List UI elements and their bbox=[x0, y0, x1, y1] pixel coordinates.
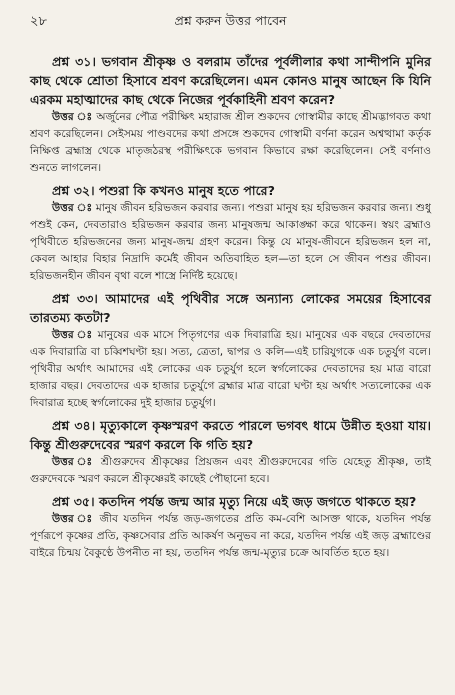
answer-text: শ্রীগুরুদেব শ্রীকৃষ্ণের প্রিয়জন এবং শ্রীগুরুদেবের গতি যেহেতু শ্রীকৃষ্ণ, তাই গুরুদেবকে স্মরণ করলে শ্রীকৃষ্ণেরই কাছেই পৌছানো হবে। bbox=[30, 456, 431, 485]
answer-label: উত্তর ঃ bbox=[52, 329, 94, 341]
answer-35 bbox=[30, 511, 431, 562]
question-label: প্রশ্ন ৩৫। bbox=[52, 494, 95, 509]
answer-label: উত্তর ঃ bbox=[52, 202, 93, 214]
answer-32 bbox=[30, 200, 431, 285]
running-title: প্রশ্ন করুন উত্তর পাবেন bbox=[174, 13, 287, 28]
question-31 bbox=[30, 52, 431, 109]
page-number: ২৮ bbox=[30, 14, 47, 29]
question-text: আমাদের এই পৃথিবীর সঙ্গে অন্যান্য লোকের সময়ের হিসাবের তারতম্য কতটা? bbox=[30, 291, 431, 325]
question-label: প্রশ্ন ৩২। bbox=[52, 183, 95, 198]
question-text: ভগবান শ্রীকৃষ্ণ ও বলরাম তাঁদের পূর্বলীলার কথা সান্দীপনি মুনির কাছ থেকে শ্রোতা হিসাবে শ্রবণ করেছিলেন। এমন কোনও মানুষ আছেন কি যিনি এরকম মহাত্মাদের কাছ থেকে নিজের পূর্বকাহিনী শ্রবণ করেন? bbox=[30, 54, 432, 107]
answer-33 bbox=[30, 327, 431, 412]
page-header bbox=[30, 12, 431, 32]
question-text: পশুরা কি কখনও মানুষ হতে পারে? bbox=[98, 183, 275, 198]
answer-text: অর্জুনের পৌত্র পরীক্ষিৎ মহারাজ শ্রীল শুকদেব গোস্বামীর কাছে শ্রীমদ্ভাগবত কথা শ্রবণ করেছিলেন। সেইসময় পাণ্ডবদের কথা প্রসঙ্গে শুকদেব গোস্বামী বর্ণনা করেন অশ্বত্থামা কর্তৃক নিক্ষিপ্ত ব্রহ্মাস্ত্র থেকে মাতৃজঠরস্থ পরীক্ষিৎকে ভগবান কিভাবে রক্ষা করেছিলেন। সেই বর্ণনাও শুনতে লাগলেন। bbox=[30, 111, 431, 174]
answer-label: উত্তর ঃ bbox=[52, 513, 95, 525]
answer-34 bbox=[30, 454, 431, 488]
qa-block-32 bbox=[30, 181, 431, 285]
question-33 bbox=[30, 289, 431, 327]
question-text: কতদিন পর্যন্ত জন্ম আর মৃত্যু নিয়ে এই জড় জগতে থাকতে হয়? bbox=[98, 494, 417, 509]
answer-text: জীব যতদিন পর্যন্ত জড়-জগতের প্রতি কম-বেশি আসক্ত থাকে, যতদিন পর্যন্ত পূর্ণরূপে কৃষ্ণের প্রতি, কৃষ্ণসেবার প্রতি আকর্ষণ অনুভব না করে, যতদিন পর্যন্ত এই জড় ব্রহ্মাণ্ডের বাইরে চিন্ময় বৈকুণ্ঠে উপনীত না হয়, ততদিন পর্যন্ত জন্ম-মৃত্যুর চক্রে আবর্তিত হতে হয়। bbox=[30, 513, 431, 559]
qa-block-35 bbox=[30, 492, 431, 562]
question-label: প্রশ্ন ৩৪। bbox=[52, 418, 96, 433]
answer-label: উত্তর ঃ bbox=[52, 456, 95, 468]
question-label: প্রশ্ন ৩১। bbox=[52, 54, 96, 69]
question-35 bbox=[30, 492, 431, 511]
qa-block-34 bbox=[30, 416, 431, 488]
qa-block-33 bbox=[30, 289, 431, 412]
answer-text: মানুষ জীবন হরিভজন করবার জন্য। পশুরা মানুষ হয় হরিভজন করবার জন্য। শুধু পশুই কেন, দেবতারাও হরিভজন করবার জন্য মানুষজন্ম আকাঙ্ক্ষা করে থাকেন। স্বয়ং ব্রহ্মাও পৃথিবীতে হরিভজনের জন্য মানুষ-জন্ম গ্রহণ করেন। কিন্তু যে মানুষ-জীবনে হরিভজন হল না, কেবল আহার বিহার নিদ্রাদি কর্মেই জীবন অতিবাহিত হল—তা হলে সে জীবন পশুর জীবন। হরিভজনহীন জীবন বৃথা বলে শাস্ত্রে নির্দিষ্ট হয়েছে। bbox=[30, 202, 431, 282]
answer-31 bbox=[30, 109, 431, 177]
question-34 bbox=[30, 416, 431, 454]
question-32 bbox=[30, 181, 431, 200]
question-text: মৃত্যুকালে কৃষ্ণস্মরণ করতে পারলে ভগবৎ ধামে উন্নীত হওয়া যায়। কিন্তু শ্রীগুরুদেবের স্মরণ করলে কি গতি হয়? bbox=[30, 418, 431, 452]
qa-block-31 bbox=[30, 52, 431, 177]
answer-text: মানুষের এক মাসে পিতৃগণের এক দিবারাত্রি হয়। মানুষের এক বছরে দেবতাদের এক দিবারাত্রি বা চব্বিশঘণ্টা হয়। সত্য, ত্রেতা, দ্বাপর ও কলি—এই চারিযুগকে এক চতুর্যুগ বলে। পৃথিবীর অর্থাৎ আমাদের এই লোকের এক চতুর্যুগ হলে স্বর্গলোকের দেবতাদের হয় মাত্র বারো হাজার বছর। দেবতাদের এক হাজার চতুর্যুগে ব্রহ্মার মাত্র বারো ঘণ্টা হয় অর্থাৎ সত্যলোকের এক দিবারাত্র হচ্ছে স্বর্গলোকের দুই হাজার চতুর্যুগ। bbox=[30, 329, 431, 409]
answer-label: উত্তর ঃ bbox=[52, 111, 93, 123]
question-label: প্রশ্ন ৩৩। bbox=[52, 291, 98, 306]
